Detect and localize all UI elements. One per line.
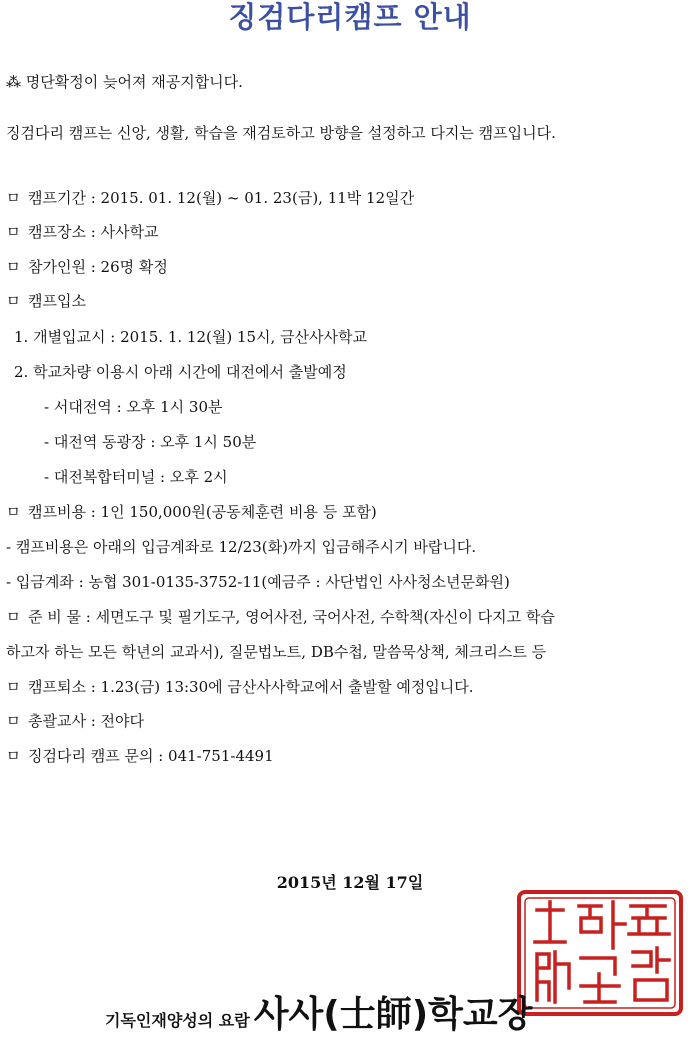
bullet-marker: ㅁ [6,292,21,310]
item-participants-text: 참가인원 : 26명 확정 [28,258,168,276]
item-contact [6,746,274,766]
item-teacher-text: 총괄교사 : 전야다 [28,712,145,730]
bullet-marker: ㅁ [6,503,21,521]
item-exit [6,677,474,697]
bullet-marker: ㅁ [6,712,21,730]
entry-option-2: 2. 학교차량 이용시 아래 시간에 대전에서 출발예정 [14,363,347,381]
item-period [6,188,414,208]
bullet-marker: ㅁ [6,678,21,696]
entry-stop-1: - 서대전역 : 오후 1시 30분 [44,398,223,416]
issuer-signature [105,986,532,1037]
entry-stop-2: - 대전역 동광장 : 오후 1시 50분 [44,433,257,451]
cost-note: - 캠프비용은 아래의 입금계좌로 12/23(화)까지 입금해주시기 바랍니다. [6,538,477,556]
item-entry-text: 캠프입소 [28,292,86,310]
bullet-marker: ㅁ [6,747,21,765]
school-seal-stamp [515,888,685,1018]
item-participants [6,257,168,277]
signature-title: 사사(士師)학교장 [253,994,533,1035]
supplies-continued: 하고자 하는 모든 학년의 교과서), 질문법노트, DB수첩, 말씀묵상책, 체크리스트 등 [6,643,547,661]
item-cost-text: 캠프비용 : 1인 150,000원(공동체훈련 비용 등 포함) [28,503,377,521]
bullet-marker: ㅁ [6,223,21,241]
item-supplies-text: 준 비 물 : 세면도구 및 필기도구, 영어사전, 국어사전, 수학책(자신이 다지고 학습 [28,608,555,626]
item-cost [6,502,377,522]
entry-option-1: 1. 개별입교시 : 2015. 1. 12(월) 15시, 금산사사학교 [14,328,368,346]
item-supplies [6,607,555,627]
item-exit-text: 캠프퇴소 : 1.23(금) 13:30에 금산사사학교에서 출발할 예정입니다. [28,678,474,696]
item-place-text: 캠프장소 : 사사학교 [28,223,159,241]
notice-text: ⁂ 명단확정이 늦어져 재공지합니다. [6,73,243,91]
item-contact-text: 징검다리 캠프 문의 : 041-751-4491 [28,747,274,765]
intro-text: 징검다리 캠프는 신앙, 생활, 학습을 재검토하고 방향을 설정하고 다지는 캠프입니다. [6,124,556,142]
account-info: - 입금계좌 : 농협 301-0135-3752-11(예금주 : 사단법인 사사청소년문화원) [6,573,510,591]
entry-stop-3: - 대전복합터미널 : 오후 2시 [44,468,228,486]
document-date: 2015년 12월 17일 [276,873,424,892]
bullet-marker: ㅁ [6,258,21,276]
signature-tagline: 기독인재양성의 요람 [105,1011,250,1030]
item-place [6,222,159,242]
bullet-marker: ㅁ [6,608,21,626]
item-period-text: 캠프기간 : 2015. 01. 12(월) ~ 01. 23(금), 11박 12일간 [28,189,415,207]
page-title: 징검다리캠프 안내 [228,0,472,34]
bullet-marker: ㅁ [6,189,21,207]
item-entry [6,291,86,311]
item-teacher [6,711,144,731]
